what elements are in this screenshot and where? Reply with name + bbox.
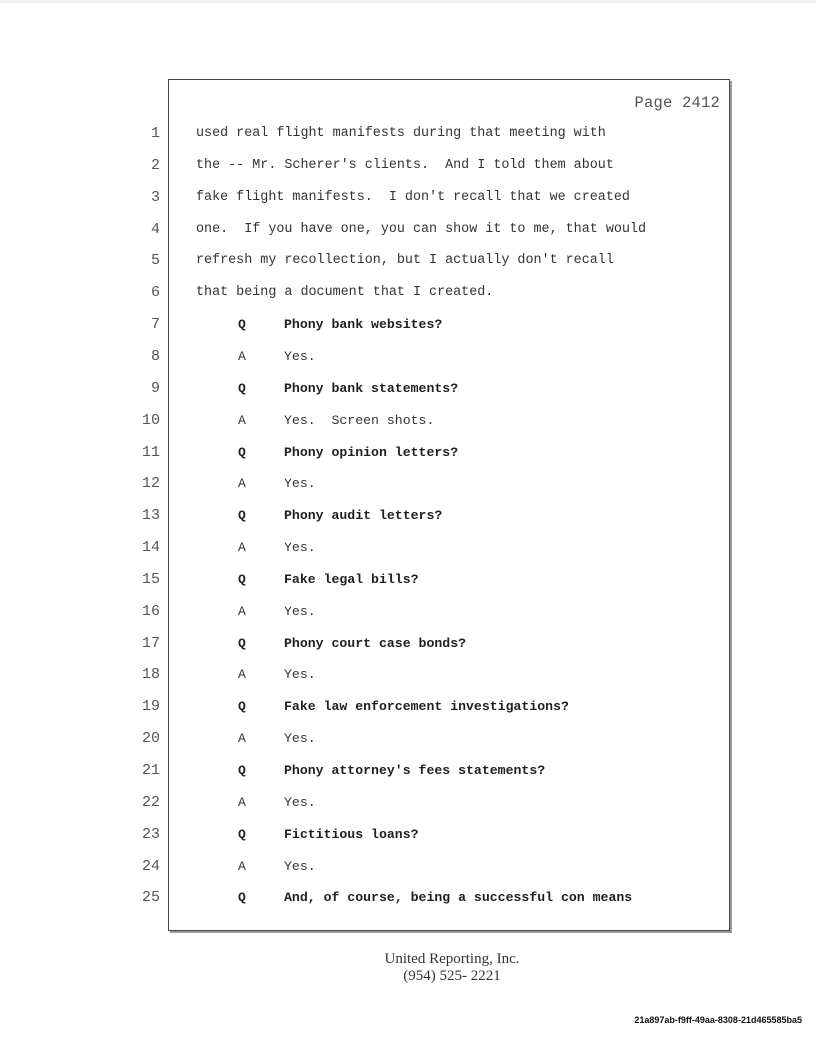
answer-text: Yes. [284, 349, 316, 364]
line-number: 21 [141, 762, 160, 779]
answer-marker: A [238, 731, 246, 746]
line-number: 18 [141, 666, 160, 683]
transcript-frame [168, 79, 730, 931]
answer-marker: A [238, 859, 246, 874]
question-marker: Q [238, 508, 246, 523]
answer-marker: A [238, 604, 246, 619]
line-number: 7 [150, 316, 160, 333]
line-number: 22 [141, 794, 160, 811]
question-text: Phony opinion letters? [284, 445, 459, 460]
question-text: Fake law enforcement investigations? [284, 699, 569, 714]
line-number: 10 [141, 412, 160, 429]
question-marker: Q [238, 445, 246, 460]
line-number: 11 [141, 444, 160, 461]
testimony-line: refresh my recollection, but I actually don't recall [196, 253, 614, 268]
scan-edge [0, 0, 816, 3]
testimony-line: one. If you have one, you can show it to me, that would [196, 222, 646, 237]
question-marker: Q [238, 890, 246, 905]
footer-phone: (954) 525- 2221 [403, 968, 501, 984]
line-number: 19 [141, 698, 160, 715]
question-text: Fictitious loans? [284, 827, 419, 842]
testimony-line: the -- Mr. Scherer's clients. And I told them about [196, 158, 614, 173]
line-number: 15 [141, 571, 160, 588]
answer-text: Yes. [284, 731, 316, 746]
line-number: 3 [150, 189, 160, 206]
line-number: 9 [150, 380, 160, 397]
line-number: 14 [141, 539, 160, 556]
question-text: Phony audit letters? [284, 508, 443, 523]
line-number: 24 [141, 858, 160, 875]
answer-text: Yes. [284, 476, 316, 491]
line-number: 17 [141, 635, 160, 652]
answer-marker: A [238, 540, 246, 555]
testimony-line: used real flight manifests during that meeting with [196, 126, 606, 141]
question-marker: Q [238, 763, 246, 778]
answer-text: Yes. [284, 604, 316, 619]
answer-text: Yes. [284, 795, 316, 810]
question-marker: Q [238, 636, 246, 651]
document-id: 21a897ab-f9ff-49aa-8308-21d465585ba5 [634, 1015, 802, 1025]
question-text: Phony bank statements? [284, 381, 459, 396]
line-number: 5 [150, 252, 160, 269]
question-text: Phony bank websites? [284, 317, 443, 332]
line-number: 23 [141, 826, 160, 843]
answer-marker: A [238, 795, 246, 810]
question-text: Phony attorney's fees statements? [284, 763, 546, 778]
answer-text: Yes. [284, 859, 316, 874]
question-marker: Q [238, 699, 246, 714]
line-number: 2 [150, 157, 160, 174]
question-marker: Q [238, 572, 246, 587]
line-number: 4 [150, 221, 160, 238]
line-number: 13 [141, 507, 160, 524]
line-number: 20 [141, 730, 160, 747]
line-number: 12 [141, 475, 160, 492]
answer-marker: A [238, 476, 246, 491]
answer-marker: A [238, 667, 246, 682]
question-text: Phony court case bonds? [284, 636, 467, 651]
answer-marker: A [238, 413, 246, 428]
testimony-line: that being a document that I created. [196, 285, 494, 300]
line-number: 25 [141, 889, 160, 906]
line-number: 6 [150, 284, 160, 301]
page-number: Page 2412 [634, 94, 720, 112]
question-text: Fake legal bills? [284, 572, 419, 587]
testimony-line: fake flight manifests. I don't recall that we created [196, 190, 630, 205]
footer-company: United Reporting, Inc. [384, 951, 520, 967]
answer-marker: A [238, 349, 246, 364]
line-number: 8 [150, 348, 160, 365]
line-number: 1 [150, 125, 160, 142]
answer-text: Yes. [284, 667, 316, 682]
line-number: 16 [141, 603, 160, 620]
answer-text: Yes. [284, 540, 316, 555]
question-text: And, of course, being a successful con means [284, 890, 633, 905]
question-marker: Q [238, 317, 246, 332]
question-marker: Q [238, 827, 246, 842]
question-marker: Q [238, 381, 246, 396]
answer-text: Yes. Screen shots. [284, 413, 435, 428]
